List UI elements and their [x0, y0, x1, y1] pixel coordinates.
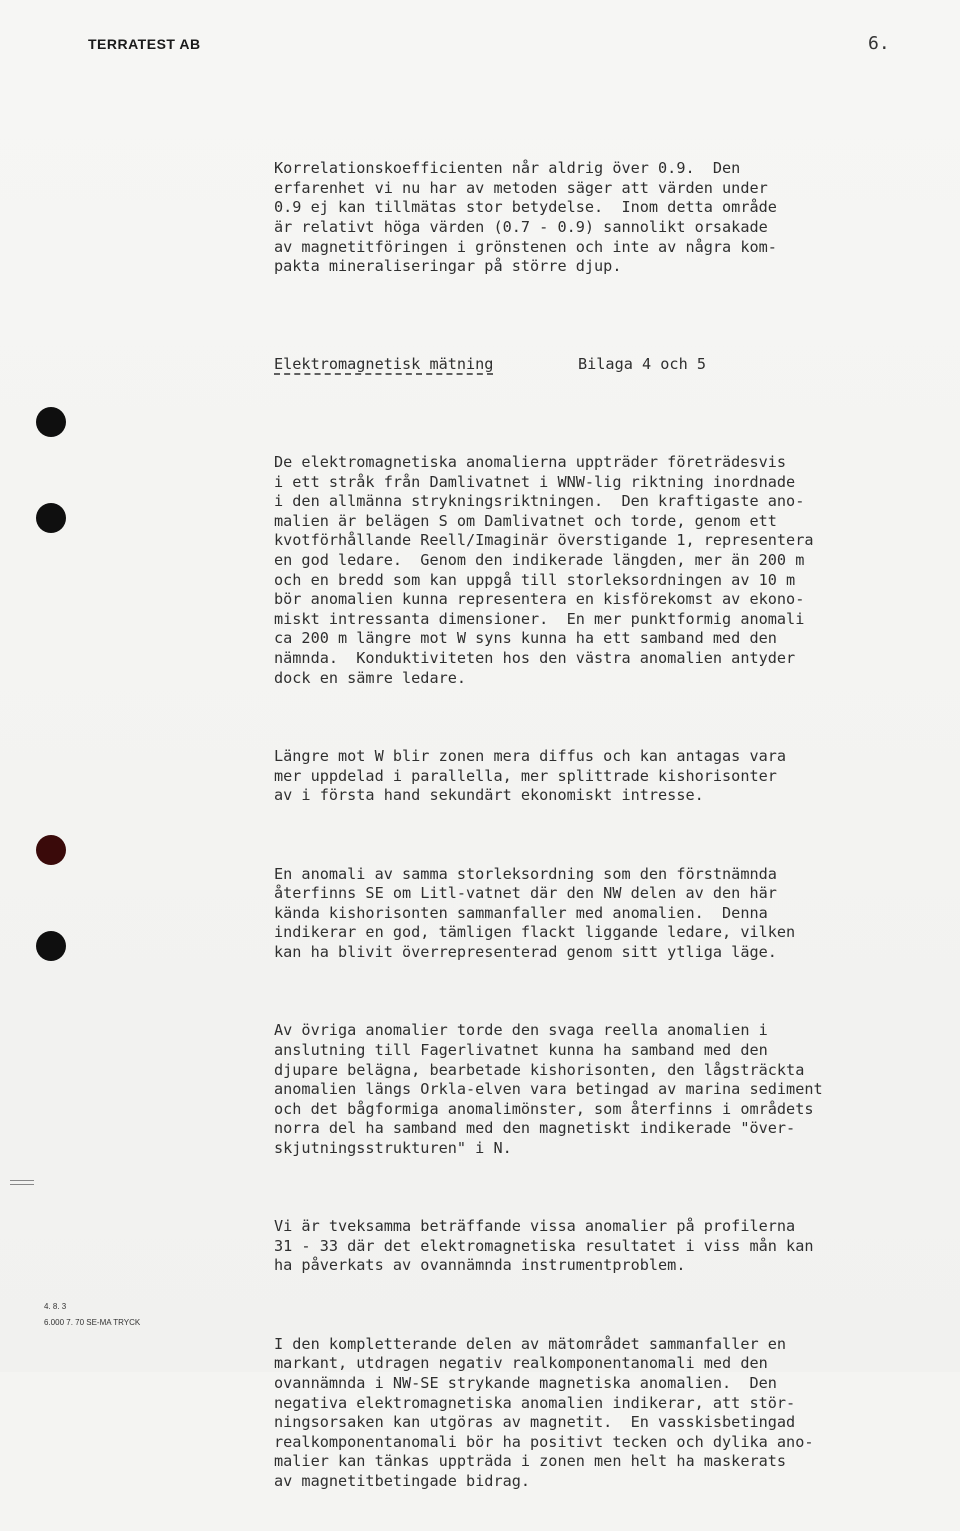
- paragraph-em-anomalies: De elektromagnetiska anomalierna uppträder företrädesvis i ett stråk från Damlivatnet i WNW-lig riktning inordnade i den allmänna strykningsriktningen. Den kraftigaste ano- malien är belägen S om Damlivatnet och torde, genom ett kvotförhållande Reell/Imaginär överstigande 1, representera en god ledare. Genom den indikerade längden, mer än 200 m och en bredd som kan uppgå till storleksordningen av 10 m bör anomalien kunna representera en kisförekomst av ekono- miskt intressanta dimensioner. En mer punktformig anomali ca 200 m längre mot W syns kunna ha ett samband med den nämnda. Konduktiviteten hos den västra anomalien antyder dock en sämre ledare.: [274, 453, 814, 687]
- paragraph-west-zone: Längre mot W blir zonen mera diffus och kan antagas vara mer uppdelad i parallella, mer splittrade kishorisonter av i första hand sekundärt ekonomiskt intresse.: [274, 747, 787, 805]
- punch-hole: [36, 835, 66, 865]
- punch-hole: [36, 407, 66, 437]
- punch-hole: [36, 503, 66, 533]
- punch-hole: [36, 931, 66, 961]
- document-body: [274, 120, 934, 1531]
- paragraph-correlation: Korrelationskoefficienten når aldrig över 0.9. Den erfarenhet vi nu har av metoden säger att värden under 0.9 ej kan tillmätas stor betydelse. Inom detta område är relativt höga värden (0.7 - 0.9) sannolikt orsakade av magnetitföringen i grönstenen och inte av några kom- pakta mineraliseringar på större djup.: [274, 159, 777, 276]
- fold-mark: [10, 1184, 34, 1185]
- paragraph-supplementary: I den kompletterande delen av mätområdet sammanfaller en markant, utdragen negativ realkomponentanomali med den ovannämnda i NW-SE strykande magnetiska anomalien. Den negativa elektromagnetiska anomalien indikerar, att stör- ningsorsaken kan utgöras av magnetit. En vasskisbetingad realkomponentanomali bör ha positivt tecken och dylika ano- malier kan tänkas uppträda i zonen men helt ha maskerats av magnetitbetingade bidrag.: [274, 1334, 814, 1490]
- page-number: 6.: [868, 33, 890, 54]
- paragraph-other-anomalies: Av övriga anomalier torde den svaga reella anomalien i anslutning till Fagerlivatnet kunna ha samband med den djupare belägna, bearbetade kishorisonten, den lågsträckta anomalien längs Orkla-elven vara betingad av marina sediment och det bågformiga anomalimönster, som återfinns i områdets norra del ha samband med den magnetiskt indikerade "över- skjutningsstrukturen" i N.: [274, 1021, 823, 1157]
- section-reference: Bilaga 4 och 5: [578, 355, 707, 374]
- company-letterhead: TERRATEST AB: [88, 36, 201, 52]
- paragraph-litl-vatnet: En anomali av samma storleksordning som den förstnämnda återfinns SE om Litl-vatnet där den NW delen av den här kända kishorisonten sammanfaller med anomalien. Denna indikerar en god, tämligen flackt liggande ledare, vilken kan ha blivit överrepresenterad genom sitt ytliga läge.: [274, 864, 796, 961]
- fold-mark: [10, 1180, 34, 1181]
- section-heading-row: [274, 355, 934, 375]
- section-heading: Elektromagnetisk mätning: [274, 355, 494, 374]
- print-code-line-1: 4. 8. 3: [44, 1302, 67, 1311]
- print-code-line-2: 6.000 7. 70 SE-MA TRYCK: [44, 1318, 141, 1327]
- paragraph-profiles: Vi är tveksamma beträffande vissa anomalier på profilerna 31 - 33 där det elektromagnetiska resultatet i viss mån kan ha påverkats av ovannämnda instrumentproblem.: [274, 1217, 814, 1275]
